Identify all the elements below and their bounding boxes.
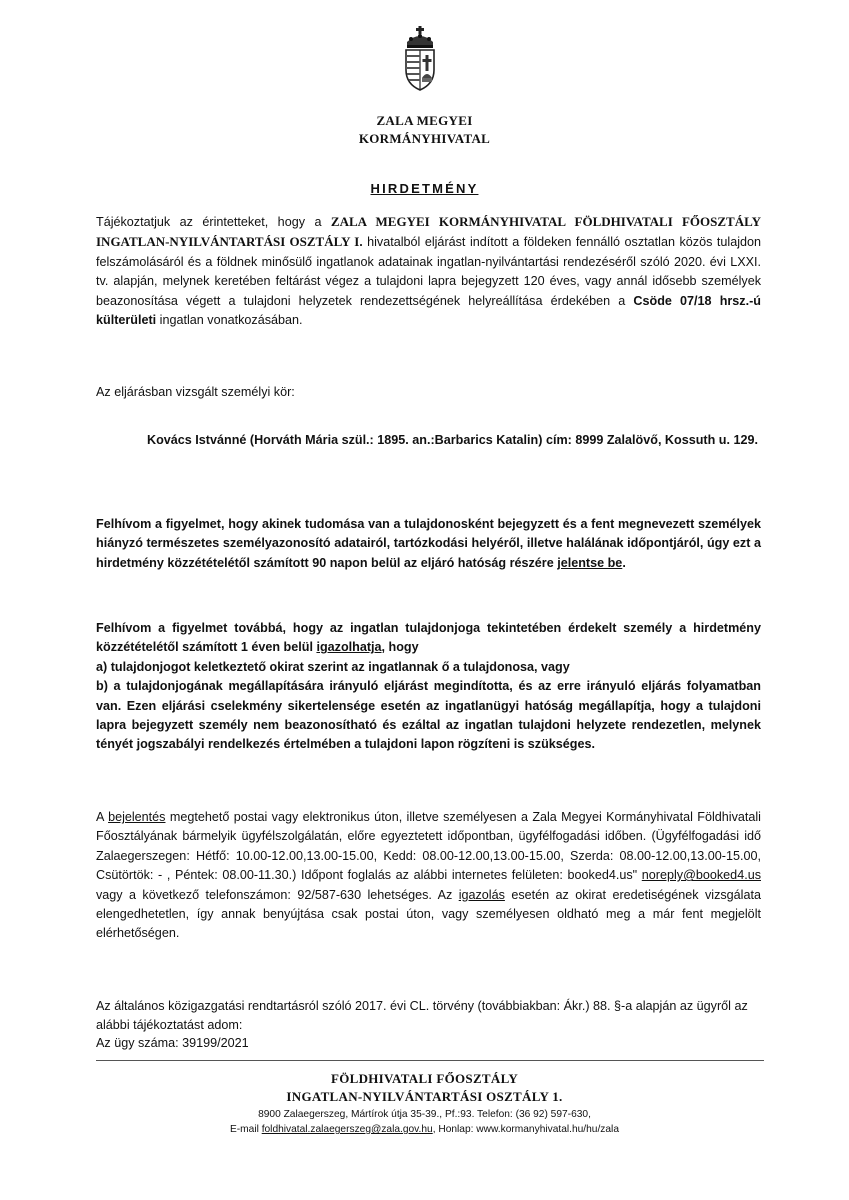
contact-text-1: A — [96, 810, 109, 824]
intro-office-name: ZALA MEGYEI KORMÁNYHIVATAL FÖLDHIVATALI FŐOSZTÁLY INGATLAN-NYILVÁNTARTÁSI OSZTÁLY I. — [96, 214, 761, 250]
notice-paragraph-1 — [96, 515, 761, 573]
contact-report: bejelentés — [108, 810, 166, 824]
contact-text-2: megtehető postai vagy elektronikus úton, illetve személyesen a Zala Megyei Kormányhivatal Földhivatali Főosztályának bármelyik ügyfélszolgálatán, előre egyeztetett időpontban, ügyfélfogadási időben. (Ügyfélfogadási idő Zalaegerszegen: Hétfő: 10.00-12.00,13.00-15.00, Kedd: 08.00-12.00,13.00-15.00, Szerda: 08.00-12.00,13.00-15.00, Csütörtök: - , Péntek: 08.00-11.30.) Időpont foglalás az alábbi internetes felületen: booked4.us" — [96, 810, 761, 883]
notice-paragraph-2 — [96, 619, 761, 755]
contact-text-4: esetén az okirat eredetiségének vizsgálata elengedhetetlen, így annak benyújtása csak postai úton, vagy személyesen oldható meg a már fent megjelölt elérhetőségen. — [96, 887, 761, 941]
footer-email-link[interactable]: foldhivatal.zalaegerszeg@zala.gov.hu — [261, 1124, 433, 1135]
footer-division: INGATLAN-NYILVÁNTARTÁSI OSZTÁLY 1. — [286, 1089, 563, 1104]
contact-certification: igazolás — [458, 887, 505, 902]
office-name-line1: ZALA MEGYEI — [376, 113, 473, 128]
legal-paragraph: Az általános közigazgatási rendtartásról szóló 2017. évi CL. törvény (továbbiakban: Ákr.) 88. §-a alapján az ügyről az alábbi tájékoztatást adom: — [96, 999, 748, 1033]
intro-text-2: hivatalból eljárást indított a földeken fennálló osztatlan közös tulajdon felszámolásáról és a földnek minősülő ingatlanok adatainak ingatlan-nyilvántartási rendezéséről szóló 2020. évi LXXI. tv. alapján, melynek keretében feltárást végez a tulajdoni lapra bejegyzett 120 éves, vagy annál idősebb személyek beazonosítása végett a tulajdoni helyzetek rendezettségének helyreállítása érdekében a — [96, 235, 762, 308]
notice2-item-a: a) tulajdonjogot keletkeztető okirat szerint az ingatlannak ő a tulajdonosa, vagy — [96, 659, 570, 674]
office-name-line2: KORMÁNYHIVATAL — [358, 131, 491, 146]
notice2-certify: igazolhatja — [316, 640, 382, 655]
hungarian-coat-of-arms-icon — [402, 26, 438, 92]
scope-label: Az eljárásban vizsgált személyi kör: — [96, 385, 295, 399]
footer-website: , Honlap: www.kormanyhivatal.hu/hu/zala — [432, 1124, 619, 1135]
contact-text-3: vagy a következő telefonszámon: 92/587-630 lehetséges. Az — [96, 887, 459, 902]
contact-email-link[interactable]: noreply@booked4.us — [641, 868, 761, 883]
notice1-text-1: Felhívom a figyelmet, hogy akinek tudomása van a tulajdonosként bejegyzett és a fent megnevezett személyek hiányzó természetes személyazonosító adatairól, tartózkodási helyéről, illetve halálának időpontjáról, úgy ezt a hirdetmény közzétételétől számított 90 napon belül az eljáró hatóság részére — [96, 517, 761, 570]
footer-contact — [0, 1124, 849, 1135]
footer-address: 8900 Zalaegerszeg, Mártírok útja 35-39., Pf.:93. Telefon: (36 92) 597-630, — [258, 1109, 591, 1120]
intro-text-3: ingatlan vonatkozásában. — [156, 313, 303, 328]
contact-paragraph — [96, 808, 761, 944]
case-number: Az ügy száma: 39199/2021 — [96, 1036, 249, 1050]
notice1-text-2: . — [622, 555, 626, 570]
person-entry: Kovács Istvánné (Horváth Mária szül.: 1895. an.:Barbarics Katalin) cím: 8999 Zalalövő, Kossuth u. 129. — [147, 433, 759, 447]
footer-divider — [96, 1060, 764, 1061]
footer-email-prefix: E-mail — [229, 1124, 262, 1135]
intro-paragraph — [96, 212, 761, 330]
notice1-report-link: jelentse be — [557, 555, 623, 570]
notice2-text-2: , hogy — [381, 640, 419, 655]
intro-text-1: Tájékoztatjuk az érintetteket, hogy a — [96, 215, 331, 229]
notice2-item-b: b) a tulajdonjogának megállapítására irányuló eljárást megindította, és az erre irányuló eljárás folyamatban van. Ezen eljárási cselekmény sikertelensége esetén az ingatlanügyi hatóság megállapítja, hogy a tulajdoni lapra bejegyzett személy nem beazonosítható és ezáltal az ingatlan tulajdoni helyzete rendezetlen, melynek tényét jogszabályi rendelkezés értelmében a tulajdoni lapon rögzíteni is szükséges. — [96, 679, 761, 752]
footer-department: FÖLDHIVATALI FŐOSZTÁLY — [330, 1071, 519, 1086]
notice2-text-1: Felhívom a figyelmet továbbá, hogy az ingatlan tulajdonjoga tekintetében érdekelt személy a hirdetmény közzétételétől számított 1 éven belül — [96, 621, 761, 655]
intro-property: Csöde 07/18 hrsz.-ú külterületi — [96, 293, 761, 328]
page-title: HIRDETMÉNY — [370, 181, 479, 196]
